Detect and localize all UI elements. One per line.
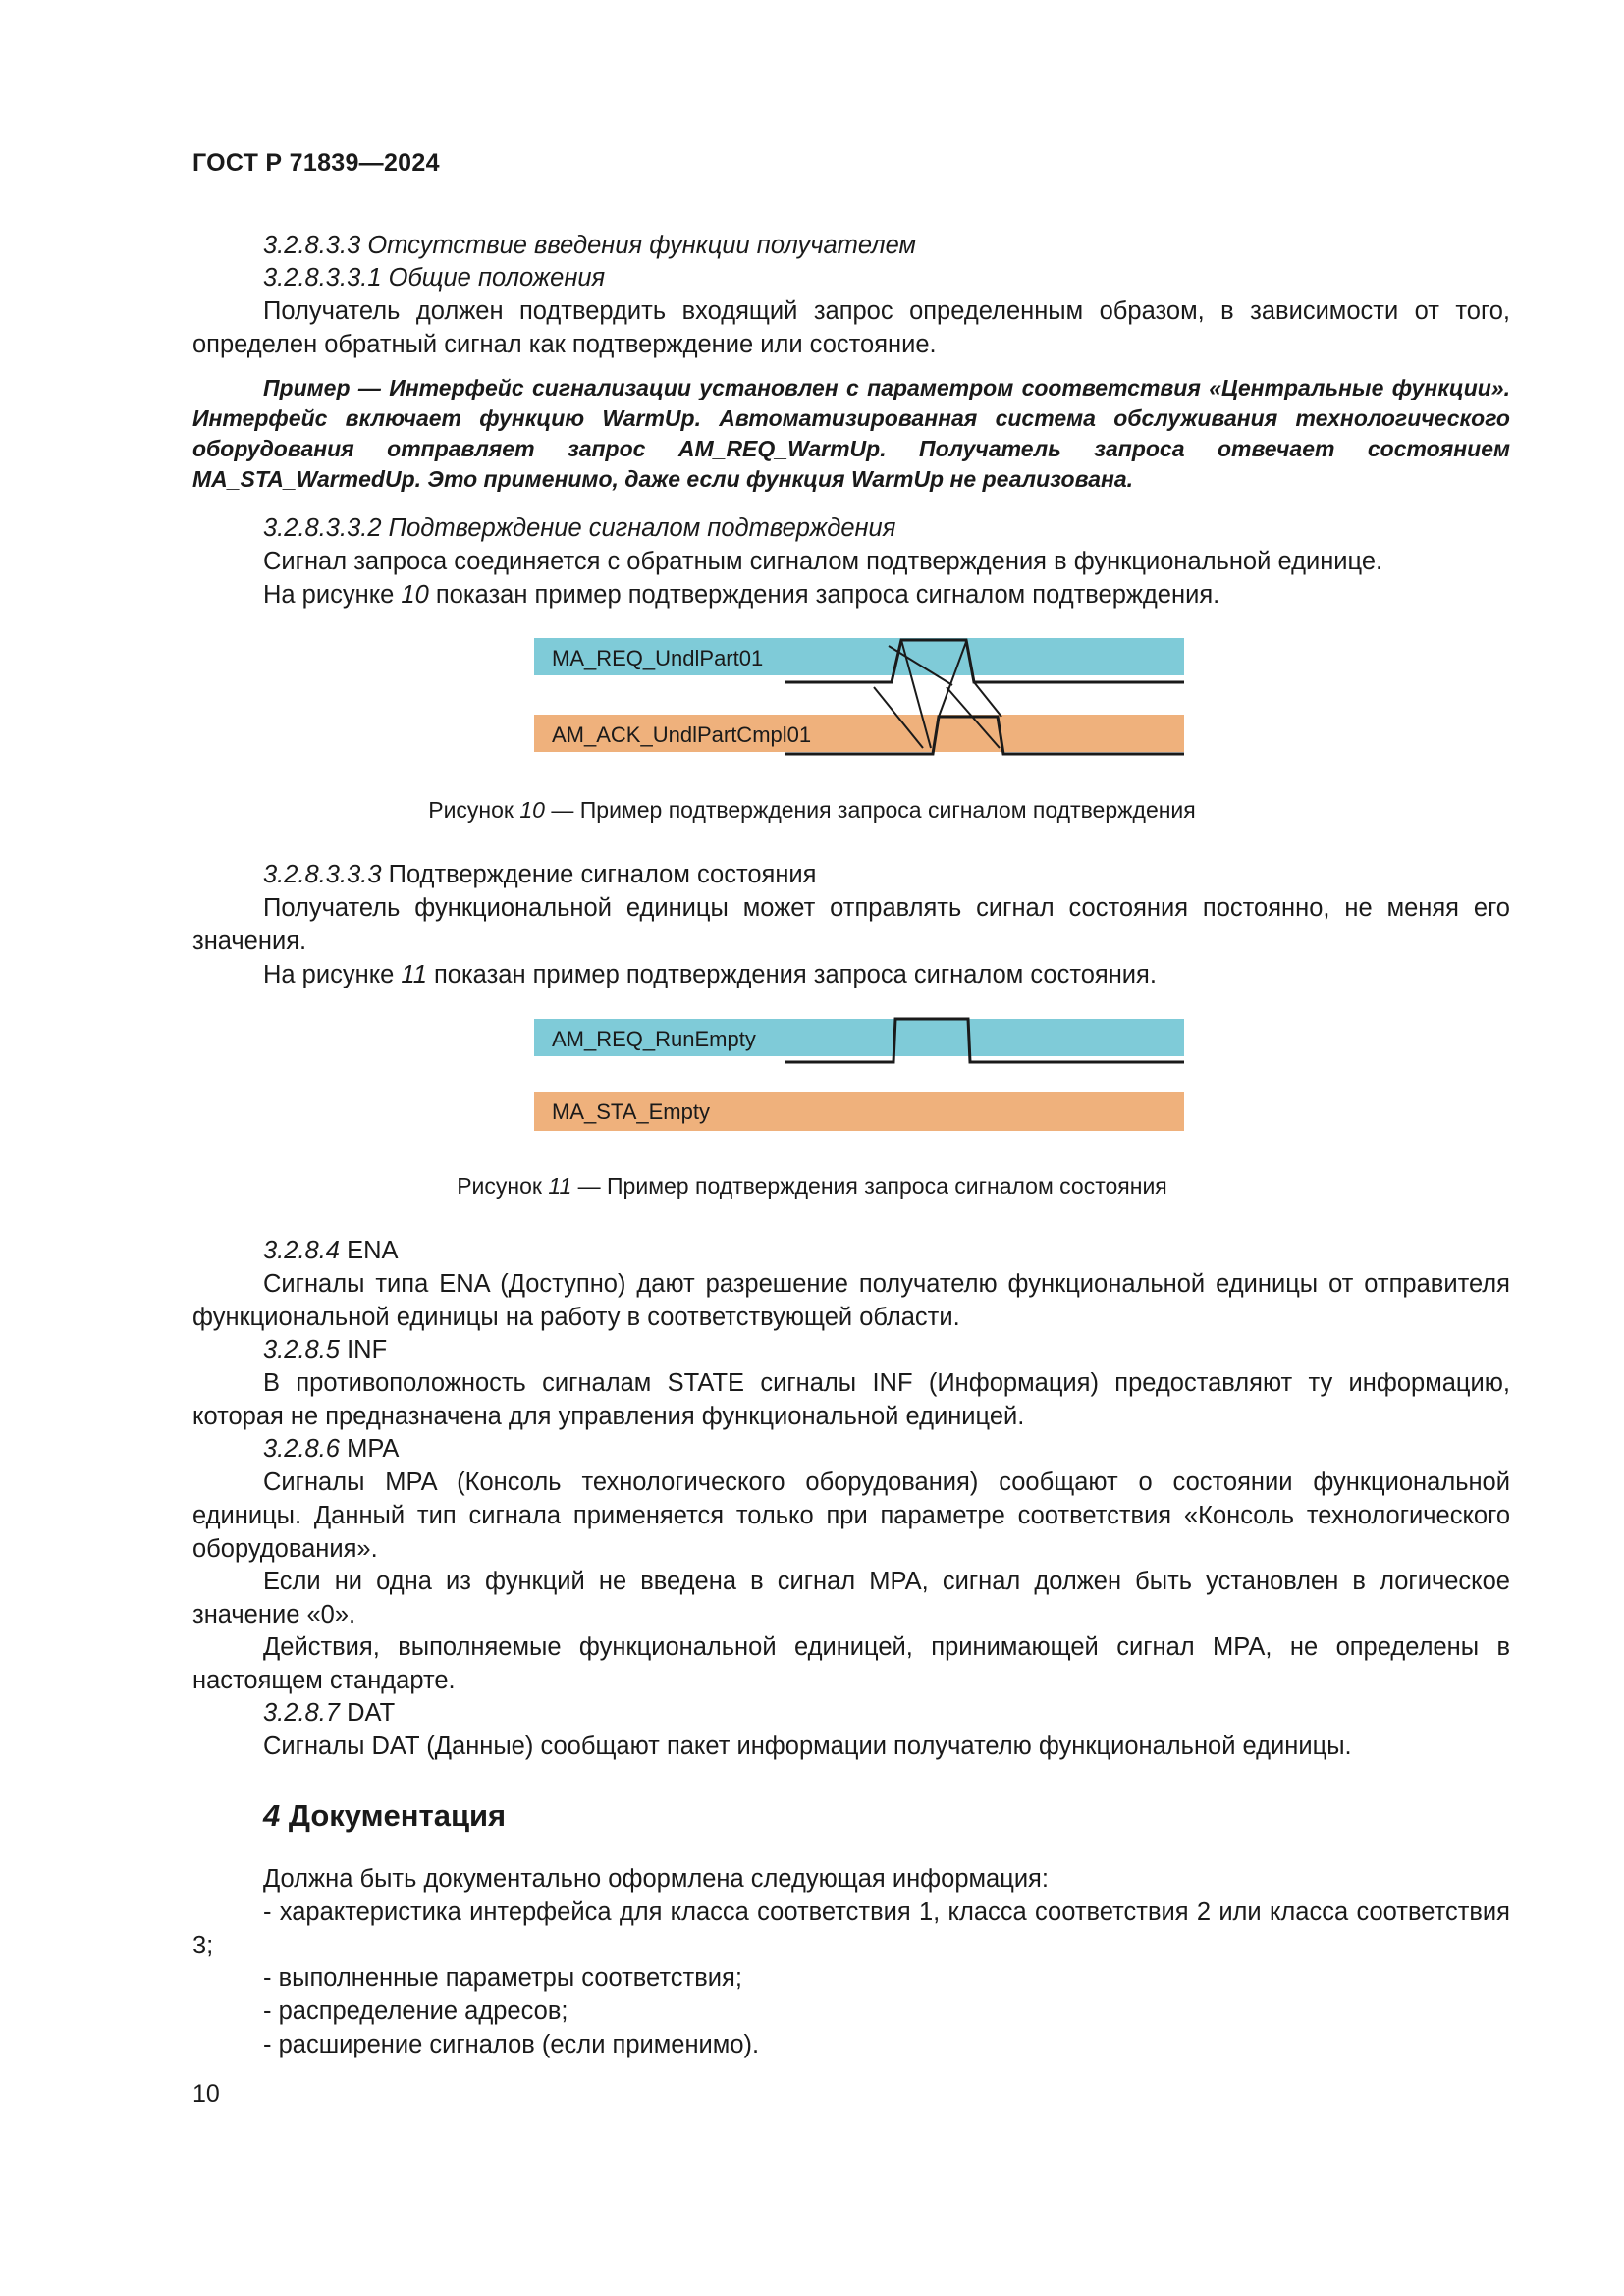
- heading-3-2-8-3-3-1: 3.2.8.3.3.1 Общие положения: [263, 264, 606, 292]
- figure-11-caption: Рисунок 11 — Пример подтверждения запроса сигналом состояния: [457, 1173, 1167, 1199]
- paragraph-dat: Сигналы DAT (Данные) сообщают пакет информации получателю функциональной единицы.: [263, 1733, 1352, 1760]
- heading-3-2-8-6: 3.2.8.6 MPA: [263, 1435, 400, 1463]
- heading-3-2-8-4: 3.2.8.4 ENA: [263, 1237, 399, 1264]
- figure-10-timing-diagram: [0, 628, 1624, 766]
- paragraph-figure10-ref: На рисунке 10 показан пример подтверждения запроса сигналом подтверждения.: [263, 581, 1220, 609]
- paragraph-mpa-3: Действия, выполняемые функциональной единицей, принимающей сигнал MPA, не определены в настоящем стандарте.: [192, 1633, 1510, 1694]
- paragraph-mpa-1: Сигналы MPA (Консоль технологического оборудования) сообщают о состоянии функциональной единицы. Данный тип сигнала применяется только при параметре соответствия «Консоль технологического оборудования».: [192, 1468, 1510, 1563]
- figure-10-caption: Рисунок 10 — Пример подтверждения запроса сигналом подтверждения: [428, 797, 1196, 823]
- heading-3-2-8-3-3: 3.2.8.3.3 Отсутствие введения функции получателем: [263, 232, 917, 259]
- heading-3-2-8-3-3-3: 3.2.8.3.3.3 Подтверждение сигналом состояния: [263, 861, 817, 888]
- paragraph-documentation: Должна быть документально оформлена следующая информация:: [263, 1865, 1049, 1893]
- heading-3-2-8-3-3-2: 3.2.8.3.3.2 Подтверждение сигналом подтверждения: [263, 514, 896, 542]
- paragraph-request-connect: Сигнал запроса соединяется с обратным сигналом подтверждения в функциональной единице.: [263, 548, 1383, 575]
- figure-11-timing-diagram: [0, 1011, 1624, 1144]
- paragraph-receiver: Получатель должен подтвердить входящий запрос определенным образом, в зависимости от того, определен обратный сигнал как подтверждение или состояние.: [192, 297, 1510, 358]
- paragraph-figure11-ref: На рисунке 11 показан пример подтверждения запроса сигналом состояния.: [263, 961, 1157, 988]
- signal-label-ack: AM_ACK_UndlPartCmpl01: [552, 722, 812, 747]
- heading-3-2-8-5: 3.2.8.5 INF: [263, 1336, 388, 1363]
- list-item: - характеристика интерфейса для класса соответствия 1, класса соответствия 2 или класса соответствия 3;: [192, 1898, 1510, 1959]
- list-item: - распределение адресов;: [263, 1998, 568, 2025]
- paragraph-inf: В противоположность сигналам STATE сигналы INF (Информация) предоставляют ту информацию, которая не предназначена для управления функциональной единицей.: [192, 1369, 1510, 1430]
- section-4-heading: 4 Документация: [263, 1798, 507, 1833]
- page-number: 10: [192, 2080, 220, 2108]
- signal-label-req: MA_REQ_UndlPart01: [552, 646, 764, 670]
- arrow-line: [974, 682, 1001, 717]
- list-item: - расширение сигналов (если применимо).: [263, 2031, 760, 2058]
- signal-label-req: AM_REQ_RunEmpty: [552, 1027, 756, 1051]
- paragraph-state: Получатель функциональной единицы может отправлять сигнал состояния постоянно, не меняя его значения.: [192, 894, 1510, 955]
- list-item: - выполненные параметры соответствия;: [263, 1964, 742, 1992]
- heading-3-2-8-7: 3.2.8.7 DAT: [263, 1699, 396, 1727]
- document-header: ГОСТ Р 71839—2024: [192, 149, 440, 177]
- paragraph-mpa-2: Если ни одна из функций не введена в сигнал MPA, сигнал должен быть установлен в логическое значение «0».: [192, 1568, 1510, 1629]
- paragraph-ena: Сигналы типа ENA (Доступно) дают разрешение получателю функциональной единицы от отправителя функциональной единицы на работу в соответствующей области.: [192, 1270, 1510, 1331]
- example-note: Пример — Интерфейс сигнализации установлен с параметром соответствия «Центральные функции». Интерфейс включает функцию WarmUp. Автоматизированная система обслуживания технологического оборудования отправляет запрос AM_REQ_WarmUp. Получатель запроса отвечает состоянием MA_STA_WarmedUp. Это применимо, даже если функция WarmUp не реализована.: [192, 375, 1510, 492]
- signal-label-sta: MA_STA_Empty: [552, 1099, 710, 1124]
